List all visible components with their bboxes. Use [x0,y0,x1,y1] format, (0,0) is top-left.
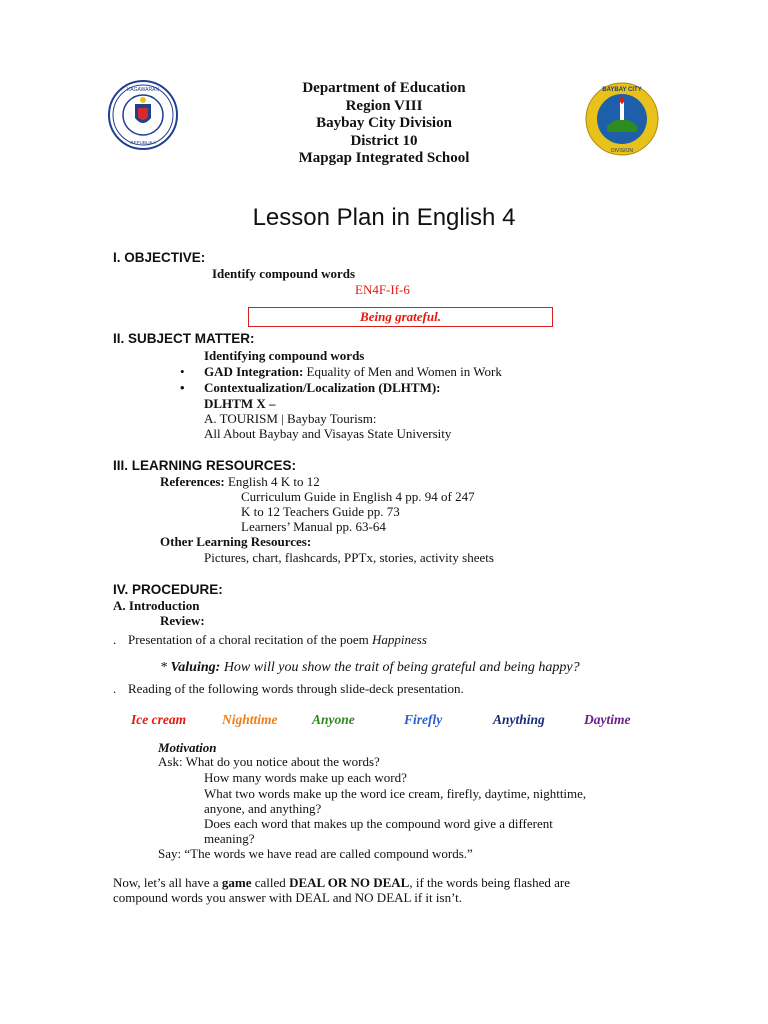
say-line: Say: “The words we have read are called compound words.” [158,846,473,861]
word-anyone: Anyone [312,712,355,727]
poem-title: Happiness [372,632,427,647]
objective-text: Identify compound words [212,266,356,281]
references-label: References: [160,474,225,489]
ask-3a: What two words make up the word ice cream, firefly, daytime, nighttime, [204,786,587,801]
review-label: Review: [160,613,205,628]
valuing-label: Valuing: [170,660,221,675]
ask-1: Ask: What do you notice about the words? [158,754,380,769]
contextualization-item: • Contextualization/Localization (DLHTM): [204,380,441,396]
value-text: Being grateful. [360,309,441,324]
svg-text:KAGAWARAN: KAGAWARAN [126,87,160,93]
game-text-a: Now, let’s all have a [113,875,222,890]
reference-3: K to 12 Teachers Guide pp. 73 [241,504,400,519]
motivation-label: Motivation [158,740,217,755]
valuing-star: * [160,660,171,675]
procedure-heading: IV. PROCEDURE: [113,582,223,597]
other-resources-text: Pictures, chart, flashcards, PPTx, stories, activity sheets [204,550,494,565]
svg-text:REPUBLIKA: REPUBLIKA [130,140,156,145]
gad-text: Equality of Men and Women in Work [303,364,502,379]
learning-resources-heading: III. LEARNING RESOURCES: [113,458,297,473]
presentation-text: Presentation of a choral recitation of the poem [128,632,373,647]
reading-text: Reading of the following words through slide-deck presentation. [128,681,464,696]
introduction-heading: A. Introduction [113,598,200,613]
list-dot: . [113,632,117,647]
objective-code: EN4F-If-6 [355,282,410,297]
word-ice-cream: Ice cream [131,712,187,727]
word-anything: Anything [493,712,545,727]
subject-topic: Identifying compound words [204,348,365,363]
list-dot: . [113,681,117,696]
header-region: Region VIII [345,97,423,114]
ask-2: How many words make up each word? [204,770,407,785]
about-text: All About Baybay and Visayas State University [204,426,452,441]
other-resources-label: Other Learning Resources: [160,534,312,549]
ask-4b: meaning? [204,831,255,846]
header-district: District 10 [350,132,418,149]
game-text-c: , if the words being flashed are [409,875,570,890]
references-line [160,474,320,490]
game-word: game [221,875,252,890]
header-department: Department of Education [302,80,466,96]
header-school: Mapgap Integrated School [298,150,470,166]
tourism-text: A. TOURISM | Baybay Tourism: [204,411,377,426]
word-firefly: Firefly [404,712,443,727]
reference-2: Curriculum Guide in English 4 pp. 94 of 247 [241,489,475,504]
ask-4a: Does each word that makes up the compound word give a different [204,816,553,831]
reference-4: Learners’ Manual pp. 63-64 [241,519,386,534]
dlhtm-label: DLHTM X – [204,396,276,411]
gad-integration-item [204,364,502,380]
deal-or-no-deal: DEAL OR NO DEAL [289,875,410,890]
gad-label: GAD Integration: [204,364,304,379]
ask-3b: anyone, and anything? [204,801,322,816]
presentation-line [128,632,427,648]
game-line-2: compound words you answer with DEAL and NO DEAL if it isn’t. [113,890,463,905]
word-nighttime: Nighttime [222,712,278,727]
game-line-1 [113,875,570,891]
header-division: Baybay City Division [316,115,452,131]
valuing-line [160,660,580,676]
subject-matter-heading: II. SUBJECT MATTER: [113,331,255,346]
page-title: Lesson Plan in English 4 [252,204,516,231]
svg-text:BAYBAY CITY: BAYBAY CITY [602,87,642,93]
valuing-text: How will you show the trait of being grateful and being happy? [220,660,580,675]
svg-text:DIVISION: DIVISION [611,148,633,154]
game-text-b: called [251,875,290,890]
reference-1: English 4 K to 12 [224,474,320,489]
word-daytime: Daytime [584,712,631,727]
objective-heading: I. OBJECTIVE: [113,250,206,265]
